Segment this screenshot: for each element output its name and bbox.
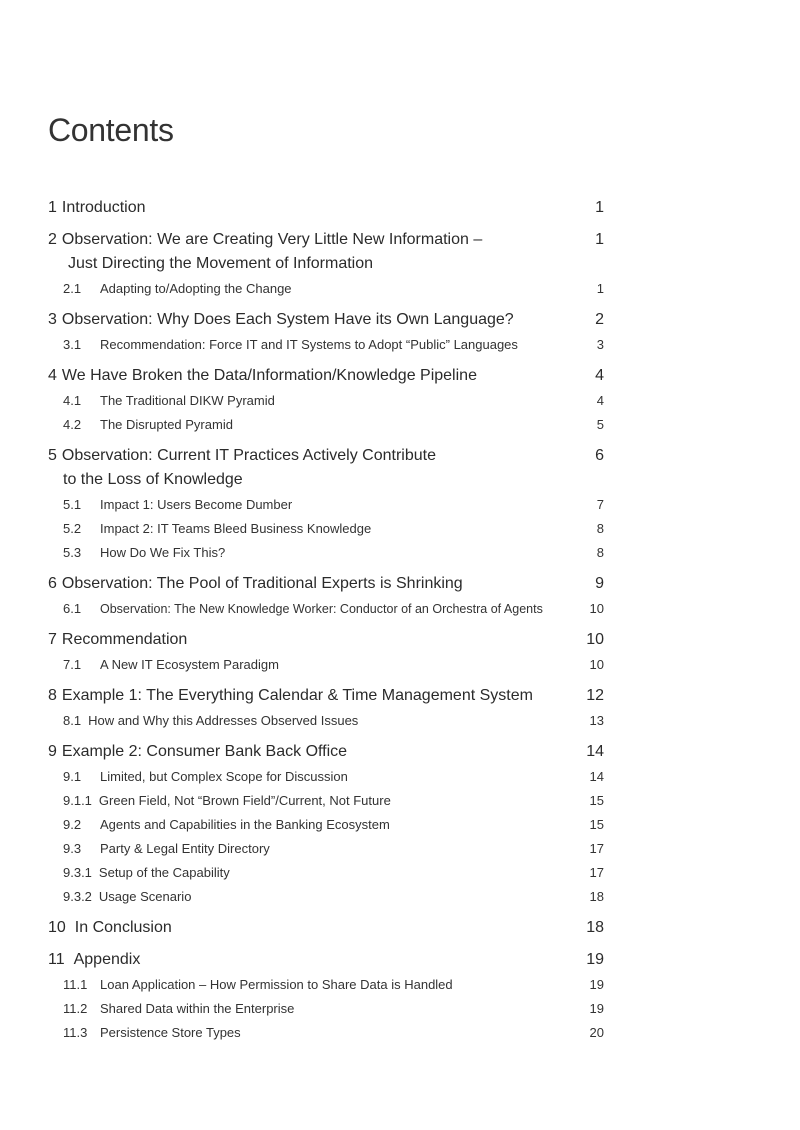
toc-entry-3[interactable]: [48, 311, 604, 329]
toc-entry-title: Usage Scenario: [98, 889, 192, 904]
toc-entry-page: 10: [586, 631, 604, 648]
toc-entry-title: Limited, but Complex Scope for Discussion: [100, 769, 348, 784]
toc-entry-page: 19: [589, 977, 604, 992]
toc-entry-title: Green Field, Not “Brown Field”/Current, Not Future: [98, 793, 391, 808]
toc-entry-page: 14: [589, 769, 604, 784]
toc-subentry-5-1[interactable]: [48, 497, 604, 512]
toc-entry-number: 2.1: [63, 281, 82, 296]
toc-entry-11[interactable]: [48, 951, 604, 969]
page-title: Contents: [48, 112, 174, 148]
toc-entry-title: Example 1: The Everything Calendar & Time Management System: [61, 687, 533, 704]
toc-entry-number: 11.1: [63, 977, 88, 992]
toc-entry-title-continuation: Just Directing the Movement of Information: [68, 255, 374, 272]
toc-entry-page: 19: [586, 951, 604, 968]
toc-entry-number: 5.1: [63, 497, 82, 512]
toc-entry-page: 6: [595, 447, 604, 464]
toc-entry-page: 20: [589, 1025, 604, 1040]
toc-entry-page: 15: [589, 793, 604, 808]
toc-entry-number: 6.1: [63, 601, 82, 616]
toc-entry-page: 13: [589, 713, 604, 728]
toc-subentry-8-1[interactable]: [48, 713, 604, 728]
toc-entry-9[interactable]: [48, 743, 604, 761]
toc-entry-page: 3: [596, 337, 604, 352]
toc-entry-number: 9.3.2: [63, 889, 92, 904]
toc-entry-7[interactable]: [48, 631, 604, 649]
toc-entry-title: Persistence Store Types: [100, 1025, 241, 1040]
toc-entry-number: 4: [48, 367, 57, 384]
toc-subentry-5-2[interactable]: [48, 521, 604, 536]
toc-entry-8[interactable]: [48, 687, 604, 705]
toc-entry-title: Recommendation: Force IT and IT Systems to Adopt “Public” Languages: [100, 337, 518, 352]
toc-subentry-9-3-2[interactable]: [48, 889, 604, 904]
toc-entry-page: 8: [596, 521, 604, 536]
toc-entry-number: 5: [48, 447, 57, 464]
toc-entry-title: Example 2: Consumer Bank Back Office: [61, 743, 348, 760]
toc-entry-title: Observation: The New Knowledge Worker: Conductor of an Orchestra of Agents: [100, 602, 543, 616]
toc-entry-title: Impact 2: IT Teams Bleed Business Knowledge: [100, 521, 372, 536]
toc-entry-title: How Do We Fix This?: [100, 545, 226, 560]
toc-entry-page: 4: [595, 367, 604, 384]
toc-entry-title: We Have Broken the Data/Information/Knowledge Pipeline: [61, 367, 477, 384]
toc-entry-number: 11.3: [63, 1025, 88, 1040]
toc-subentry-5-3[interactable]: [48, 545, 604, 560]
toc-entry-page: 15: [589, 817, 604, 832]
toc-subentry-9-1[interactable]: [48, 769, 604, 784]
toc-subentry-4-2[interactable]: [48, 417, 604, 432]
toc-subentry-9-1-1[interactable]: [48, 793, 604, 808]
toc-entry-title-continuation: to the Loss of Knowledge: [63, 471, 243, 488]
toc-entry-5[interactable]: [48, 447, 604, 465]
toc-entry-6[interactable]: [48, 575, 604, 593]
toc-entry-title: The Traditional DIKW Pyramid: [100, 393, 275, 408]
toc-entry-title: Setup of the Capability: [98, 865, 230, 880]
toc-entry-page: 2: [595, 311, 604, 328]
toc-entry-page: 4: [596, 393, 604, 408]
toc-subentry-11-3[interactable]: [48, 1025, 604, 1040]
toc-entry-title: Adapting to/Adopting the Change: [100, 281, 292, 296]
toc-entry-10[interactable]: [48, 919, 604, 937]
toc-entry-page: 18: [586, 919, 604, 936]
toc-entry-title: Introduction: [61, 199, 146, 216]
toc-entry-page: 17: [589, 865, 604, 880]
toc-entry-title: The Disrupted Pyramid: [100, 417, 233, 432]
toc-entry-page: 8: [596, 545, 604, 560]
toc-entry-number: 9.1: [63, 769, 82, 784]
toc-entry-title: Impact 1: Users Become Dumber: [100, 497, 293, 512]
toc-entry-number: 8: [48, 687, 57, 704]
toc-subentry-6-1[interactable]: [48, 601, 604, 616]
toc-entry-title: Observation: Why Does Each System Have its Own Language?: [61, 311, 514, 328]
toc-entry-number: 7.1: [63, 657, 82, 672]
toc-subentry-7-1[interactable]: [48, 657, 604, 672]
toc-subentry-9-3[interactable]: [48, 841, 604, 856]
toc-entry-page: 10: [589, 601, 604, 616]
toc-entry-number: 9.3.1: [63, 865, 92, 880]
toc-entry-2[interactable]: [48, 231, 604, 249]
toc-entry-number: 8.1: [63, 713, 82, 728]
toc-entry-title: Observation: Current IT Practices Actively Contribute: [61, 447, 436, 464]
toc-entry-title: A New IT Ecosystem Paradigm: [100, 657, 279, 672]
toc-entry-page: 5: [596, 417, 604, 432]
toc-entry-title: Shared Data within the Enterprise: [100, 1001, 295, 1016]
toc-entry-number: 6: [48, 575, 57, 592]
toc-entry-page: 19: [589, 1001, 604, 1016]
toc-entry-number: 1: [48, 199, 57, 216]
toc-entry-page: 14: [586, 743, 604, 760]
toc-entry-4[interactable]: [48, 367, 604, 385]
toc-entry-page: 1: [596, 281, 604, 296]
toc-entry-title: Party & Legal Entity Directory: [100, 841, 270, 856]
toc-entry-page: 1: [595, 199, 604, 216]
toc-entry-number: 4.1: [63, 393, 82, 408]
toc-entry-page: 1: [595, 231, 604, 248]
toc-entry-title: Loan Application – How Permission to Share Data is Handled: [100, 977, 453, 992]
toc-entry-title: How and Why this Addresses Observed Issues: [88, 713, 359, 728]
toc-entry-number: 4.2: [63, 417, 82, 432]
toc-subentry-9-2[interactable]: [48, 817, 604, 832]
toc-subentry-9-3-1[interactable]: [48, 865, 604, 880]
toc-entry-number: 5.2: [63, 521, 82, 536]
toc-entry-title: Recommendation: [61, 631, 188, 648]
toc-entry-number: 9.1.1: [63, 793, 92, 808]
toc-entry-number: 3.1: [63, 337, 82, 352]
toc-entry-title: In Conclusion: [74, 919, 172, 936]
toc-subentry-2-1[interactable]: [48, 281, 604, 296]
toc-entry-title: Appendix: [73, 951, 141, 968]
toc-entry-number: 9.3: [63, 841, 82, 856]
toc-subentry-4-1[interactable]: [48, 393, 604, 408]
toc-entry-page: 12: [586, 687, 604, 704]
toc-entry-page: 10: [589, 657, 604, 672]
toc-entry-number: 11.2: [63, 1001, 88, 1016]
toc-entry-number: 3: [48, 311, 57, 328]
toc-entry-number: 11: [48, 951, 65, 968]
toc-entry-title: Agents and Capabilities in the Banking Ecosystem: [100, 817, 390, 832]
toc-entry-number: 7: [48, 631, 57, 648]
toc-entry-number: 9.2: [63, 817, 82, 832]
toc-entry-title: Observation: The Pool of Traditional Experts is Shrinking: [61, 575, 463, 592]
toc-entry-page: 17: [589, 841, 604, 856]
toc-entry-page: 18: [589, 889, 604, 904]
toc-entry-number: 9: [48, 743, 57, 760]
toc-entry-number: 5.3: [63, 545, 82, 560]
toc-entry-1[interactable]: [48, 199, 604, 217]
toc-subentry-11-2[interactable]: [48, 1001, 604, 1016]
toc-entry-title: Observation: We are Creating Very Little New Information –: [61, 231, 483, 248]
toc-entry-number: 2: [48, 231, 57, 248]
toc-subentry-11-1[interactable]: [48, 977, 604, 992]
toc-entry-page: 9: [595, 575, 604, 592]
toc-entry-page: 7: [596, 497, 604, 512]
toc-subentry-3-1[interactable]: [48, 337, 604, 352]
toc-entry-number: 10: [48, 919, 66, 936]
